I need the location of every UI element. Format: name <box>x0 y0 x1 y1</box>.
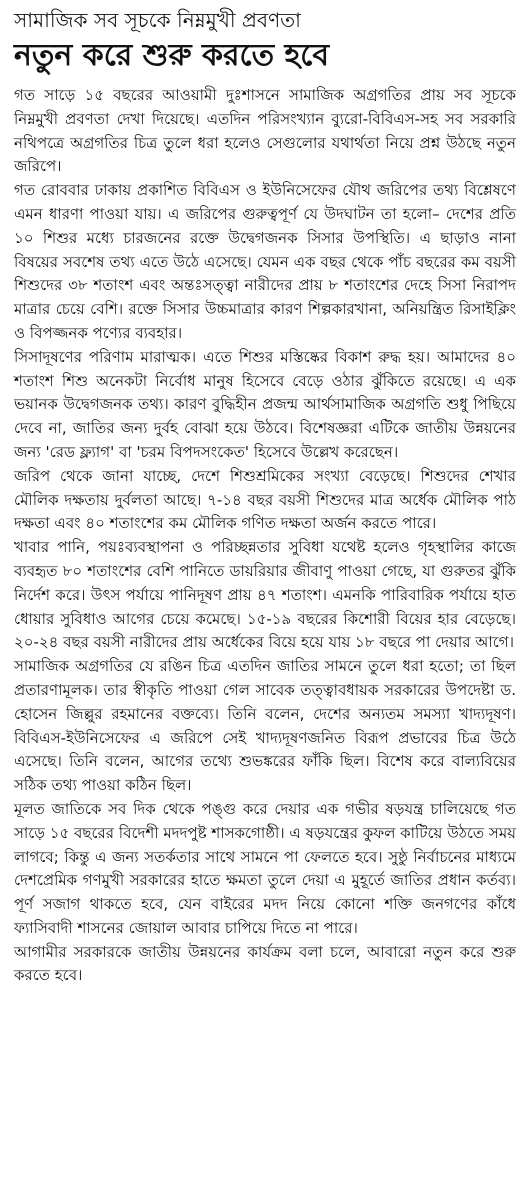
article-body <box>14 84 516 988</box>
article-paragraph: গত রোববার ঢাকায় প্রকাশিত বিবিএস ও ইউনিসেফের যৌথ জরিপের তথ্য বিশ্লেষণে এমন ধারণা পাওয়া যায়। এ জরিপের গুরুত্বপূর্ণ যে উদঘাটন তা হলো– দেশের প্রতি ১০ শিশুর মধ্যে চারজনের রক্তে উদ্বেগজনক সিসার উপস্থিতি। এ ছাড়াও নানা বিষয়ের সবশেষ তথ্য এতে উঠে এসেছে। যেমন এক বছর থেকে পাঁচ বছরের কম বয়সী শিশুদের ৩৮ শতাংশ এবং অন্তঃসত্ত্বা নারীদের প্রায় ৮ শতাংশের দেহে সিসা নিরাপদ মাত্রার চেয়ে বেশি। রক্তে সিসার উচ্চমাত্রার কারণ শিল্পকারখানা, অনিয়ন্ত্রিত রিসাইক্লিং ও বিপজ্জনক পণ্যের ব্যবহার। <box>14 181 516 342</box>
article-paragraph: সামাজিক অগ্রগতির যে রঙিন চিত্র এতদিন জাতির সামনে তুলে ধরা হতো; তা ছিল প্রতারণামূলক। তার স্বীকৃতি পাওয়া গেল সাবেক তত্ত্বাবধায়ক সরকারের উপদেষ্টা ড. হোসেন জিল্লুর রহমানের বক্তব্যে। তিনি বলেন, দেশের অন্যতম সমস্যা খাদ্যদূষণ। বিবিএস-ইউনিসেফের এ জরিপে সেই খাদ্যদূষণজনিত বিরূপ প্রভাবের চিত্র উঠে এসেছে। তিনি বলেন, আগের তথ্যে শুভঙ্করের ফাঁকি ছিল। বিশেষ করে বাল্যবিয়ের সঠিক তথ্য পাওয়া কঠিন ছিল। <box>14 657 516 795</box>
article-paragraph: গত সাড়ে ১৫ বছরের আওয়ামী দুঃশাসনে সামাজিক অগ্রগতির প্রায় সব সূচকে নিম্নমুখী প্রবণতা দেখা দিয়েছে। এতদিন পরিসংখ্যান ব্যুরো-বিবিএস-সহ সব সরকারি নথিপত্রে অগ্রগতির চিত্র তুলে ধরা হলেও সেগুলোর যথার্থতা নিয়ে প্রশ্ন উঠছে নতুন জরিপে। <box>14 86 516 176</box>
article-headline: নতুন করে শুরু করতে হবে <box>14 38 330 73</box>
article-paragraph: আগামীর সরকারকে জাতীয় উন্নয়নের কার্যক্রম বলা চলে, আবারো নতুন করে শুরু করতে হবে। <box>14 942 516 985</box>
article-paragraph: সিসাদূষণের পরিণাম মারাত্মক। এতে শিশুর মস্তিষ্কের বিকাশ রুদ্ধ হয়। আমাদের ৪০ শতাংশ শিশু অনেকটা নির্বোধ মানুষ হিসেবে বেড়ে ওঠার ঝুঁকিতে রয়েছে। এ এক ভয়ানক উদ্বেগজনক তথ্য। কারণ বুদ্ধিহীন প্রজন্ম আর্থসামাজিক অগ্রগতি শুধু পিছিয়ে দেবে না, জাতির জন্য দুর্বহ বোঝা হয়ে উঠবে। বিশেষজ্ঞরা এটিকে জাতীয় উন্নয়নের জন্য 'রেড ফ্ল্যাগ' বা 'চরম বিপদসংকেত' হিসেবে উল্লেখ করেছেন। <box>14 347 516 461</box>
article-kicker: সামাজিক সব সূচকে নিম্নমুখী প্রবণতা <box>14 8 301 32</box>
article-paragraph: মূলত জাতিকে সব দিক থেকে পঙ্গু করে দেয়ার এক গভীর ষড়যন্ত্র চালিয়েছে গত সাড়ে ১৫ বছরের বিদেশী মদদপুষ্ট শাসকগোষ্ঠী। এ ষড়যন্ত্রের কুফল কাটিয়ে উঠতে সময় লাগবে; কিন্তু এ জন্য সতর্কতার সাথে সামনে পা ফেলতে হবে। সুষ্ঠু নির্বাচনের মাধ্যমে দেশপ্রেমিক গণমুখী সরকারের হাতে ক্ষমতা তুলে দেয়া এ মুহূর্তে জাতির প্রধান কর্তব্য। পূর্ণ সজাগ থাকতে হবে, যেন বাইরের মদদ নিয়ে কোনো শক্তি জনগণের কাঁধে ফ্যাসিবাদী শাসনের জোয়াল আবার চাপিয়ে দিতে না পারে। <box>14 799 516 937</box>
article-paragraph: খাবার পানি, পয়ঃব্যবস্থাপনা ও পরিচ্ছন্নতার সুবিধা যথেষ্ট হলেও গৃহস্থালির কাজে ব্যবহৃত ৮০ শতাংশের বেশি পানিতে ডায়রিয়ার জীবাণু পাওয়া গেছে, যা গুরুতর ঝুঁকি নির্দেশ করে। উৎস পর্যায়ে পানিদূষণ প্রায় ৪৭ শতাংশ। এমনকি পারিবারিক পর্যায়ে হাত ধোয়ার সুবিধাও আগের চেয়ে কমেছে। ১৫-১৯ বছরের কিশোরী বিয়ের হার বেড়েছে। ২০-২৪ বছর বয়সী নারীদের প্রায় অর্ধেকের বিয়ে হয়ে যায় ১৮ বছরে পা দেয়ার আগে। <box>14 538 516 652</box>
article-paragraph: জরিপ থেকে জানা যাচ্ছে, দেশে শিশুশ্রমিকের সংখ্যা বেড়েছে। শিশুদের শেখার মৌলিক দক্ষতায় দুর্বলতা আছে। ৭-১৪ বছর বয়সী শিশুদের মাত্র অর্ধেক মৌলিক পাঠ দক্ষতা এবং ৪০ শতাংশের কম মৌলিক গণিত দক্ষতা অর্জন করতে পারে। <box>14 466 516 533</box>
